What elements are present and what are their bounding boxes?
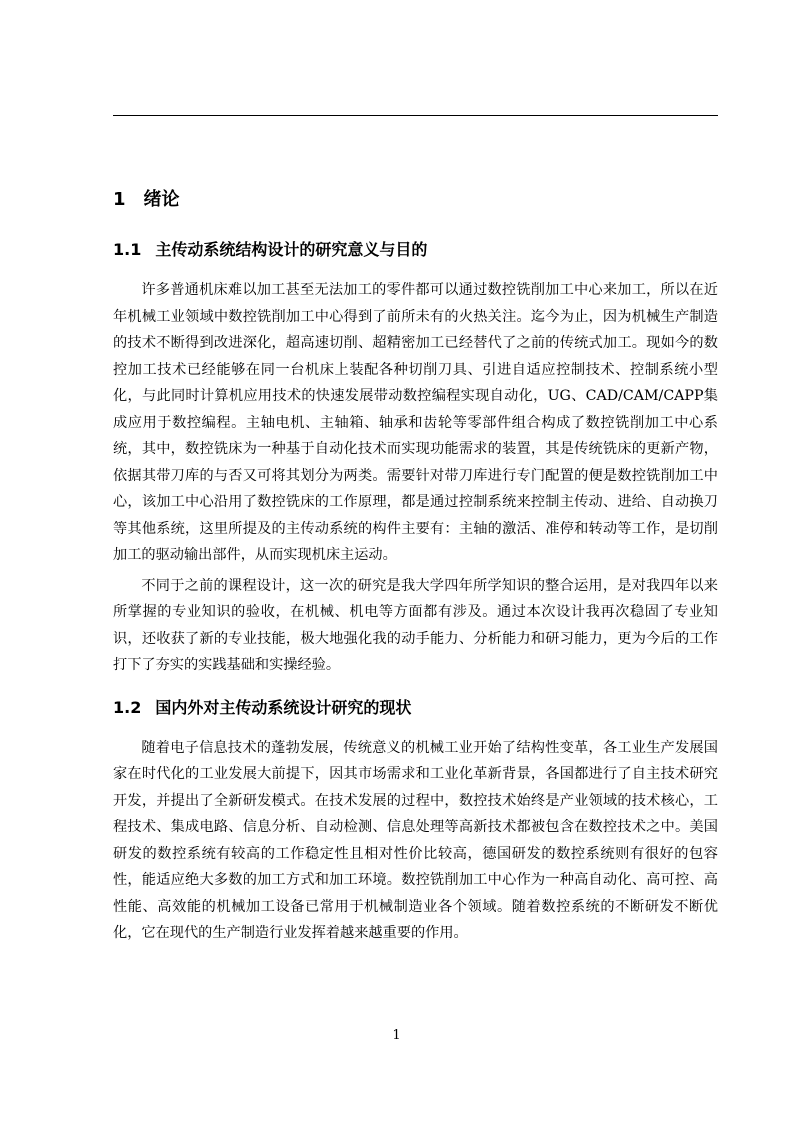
paragraph: 不同于之前的课程设计，这一次的研究是我大学四年所学知识的整合运用，是对我四年以来所掌握的专业知识的验收，在机械、机电等方面都有涉及。通过本次设计我再次稳固了专业知识，还收获了新的专业技能，极大地强化我的动手能力、分析能力和研习能力，更为今后的工作打下了夯实的实践基础和实操经验。 bbox=[113, 577, 718, 673]
chapter-number: 1 bbox=[113, 189, 126, 210]
page-number: 1 bbox=[392, 1028, 401, 1043]
chapter-title-text: 绪论 bbox=[143, 189, 180, 210]
section-title-text: 主传动系统结构设计的研究意义与目的 bbox=[155, 240, 428, 259]
chapter-title bbox=[113, 183, 718, 217]
paragraph: 随着电子信息技术的蓬勃发展，传统意义的机械工业开始了结构性变革，各工业生产发展国家在时代化的工业发展大前提下，因其市场需求和工业化革新背景，各国都进行了自主技术研究开发，并提出了全新研发模式。在技术发展的过程中，数控技术始终是产业领域的技术核心，工程技术、集成电路、信息分析、自动检测、信息处理等高新技术都被包含在数控技术之中。美国研发的数控系统有较高的工作稳定性且相对性价比较高，德国研发的数控系统则有很好的包容性，能适应绝大多数的加工方式和加工环境。数控铣削加工中心作为一种高自动化、高可控、高性能、高效能的机械加工设备已常用于机械制造业各个领域。随着数控系统的不断研发不断优化，它在现代的生产制造行业发挥着越来越重要的作用。 bbox=[113, 739, 718, 941]
section-title-1-1 bbox=[113, 235, 718, 265]
paragraph: 许多普通机床难以加工甚至无法加工的零件都可以通过数控铣削加工中心来加工，所以在近年机械工业领域中数控铣削加工中心得到了前所未有的火热关注。迄今为止，因为机械生产制造的技术不断得到改进深化，超高速切削、超精密加工已经替代了之前的传统式加工。现如今的数控加工技术已经能够在同一台机床上装配各种切削刀具、引进自适应控制技术、控制系统小型化，与此同时计算机应用技术的快速发展带动数控编程实现自动化，UG、CAD/CAM/CAPP集成应用于数控编程。主轴电机、主轴箱、轴承和齿轮等零部件组合构成了数控铣削加工中心系统，其中，数控铣床为一种基于自动化技术而实现功能需求的装置，其是传统铣床的更新产物，依据其带刀库的与否又可将其划分为两类。需要针对带刀库进行专门配置的便是数控铣削加工中心，该加工中心沿用了数控铣床的工作原理，都是通过控制系统来控制主传动、进给、自动换刀等其他系统，这里所提及的主传动系统的构件主要有：主轴的激活、准停和转动等工作，是切削加工的驱动输出部件，从而实现机床主运动。 bbox=[113, 282, 718, 563]
section-title-text: 国内外对主传动系统设计研究的现状 bbox=[155, 697, 412, 717]
section-number: 1.1 bbox=[113, 240, 142, 259]
document-body bbox=[113, 183, 718, 951]
section-title-1-2 bbox=[113, 693, 718, 723]
header-rule bbox=[113, 115, 718, 116]
section-number: 1.2 bbox=[113, 697, 142, 717]
